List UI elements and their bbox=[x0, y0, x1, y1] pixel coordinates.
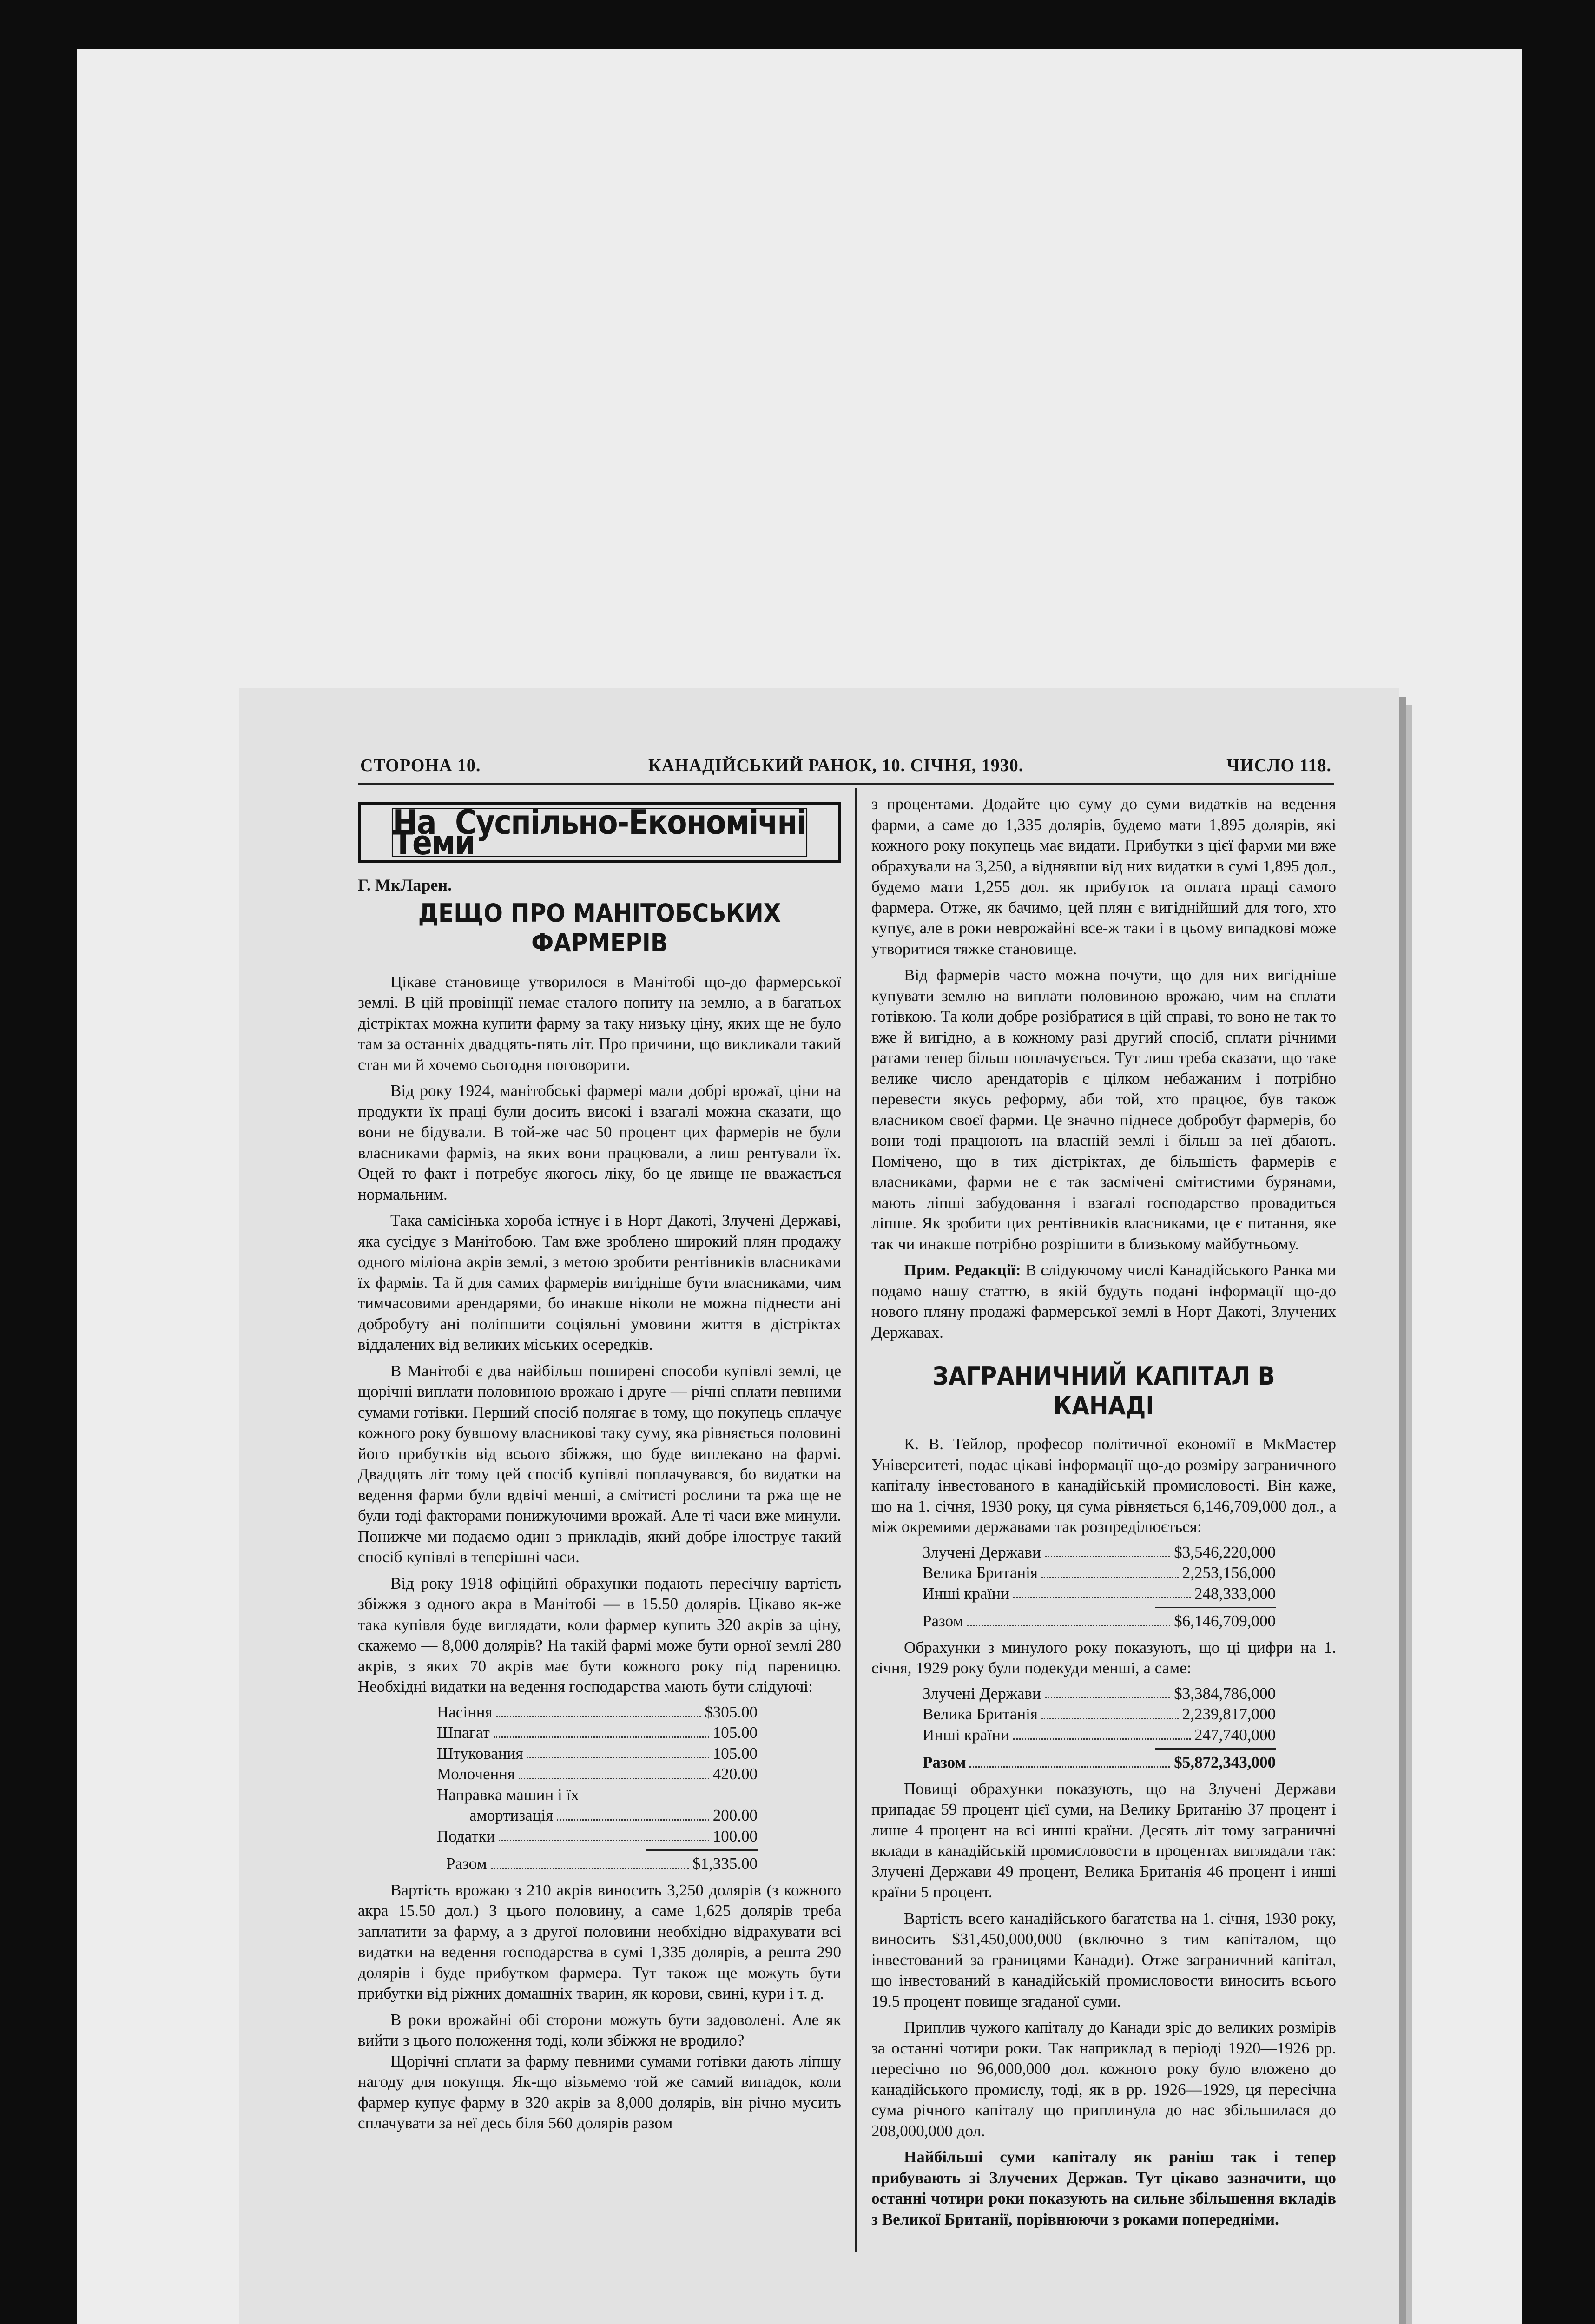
paragraph: Від року 1918 офіційні обрахунки подають пересічну вартість збіжжя з одного акра в Манітобі — в 15.50 долярів. Цікаво як-же така купівля буде виглядати, коли фармер купить 320 акрів за ціну, скажемо — 8,000 долярів? На такій фармі може бути орної землі 280 акрів, з яких 70 акрів має бути кожного року під пареницю. Необхідні видатки на ведення господарства мають бути слідуючі: bbox=[358, 1574, 841, 1696]
table-row bbox=[437, 1805, 758, 1826]
table-row bbox=[923, 1584, 1276, 1604]
country-name: Велика Британія bbox=[923, 1564, 1038, 1582]
capital-table-1930 bbox=[923, 1542, 1276, 1632]
article-title: ЗАГРАНИЧНИЙ КАПІТАЛ В КАНАДІ bbox=[932, 1361, 1275, 1420]
header-rule bbox=[358, 783, 1334, 785]
newspaper-page bbox=[239, 688, 1399, 2324]
total-amount: $6,146,709,000 bbox=[1174, 1612, 1276, 1630]
section-banner bbox=[358, 802, 841, 863]
expense-item: Молочення bbox=[437, 1765, 515, 1783]
country-name: Иншi краïни bbox=[923, 1584, 1009, 1603]
total-amount: $5,872,343,000 bbox=[1174, 1753, 1276, 1771]
expense-item: амортизація bbox=[469, 1806, 554, 1824]
left-column bbox=[358, 794, 841, 2134]
table-row bbox=[437, 1743, 758, 1764]
paragraph: В Манітобі є два найбільш поширені способи купівлі землі, це щорічні виплати половиною врожаю і друге — річні сплати певними сумами готівки. Перший спосіб полягає в тому, що покупець сплачує кожного року бувшому власникові таку суму, яка рівняється половині його прибутків від всього збіжжя, що буде виплекано на фармі. Двадцять літ тому цей спосіб купівлі поплачувався, бо видатки на ведення фарми були вдвічі менші, а смітисті рослини та ржа ще не були тоді факторами понижуючими врожай. Але ті часи вже минули. Понижче ми подаємо один з прикладів, який добре ілюструє такий спосіб купівлі в теперішні часи. bbox=[358, 1361, 841, 1566]
article-byline: Г. МкЛарен. bbox=[358, 876, 452, 894]
country-name: Злучені Держави bbox=[923, 1543, 1041, 1561]
paragraph: Приплив чужого капіталу до Канади зріс до великих розмірів за останні чотири роки. Так наприклад в періоді 1920—1926 рр. пересічно по 96,000,000 дол. кожного року було вложено до канадійського промислу, тоді, як в рр. 1926—1929, ця пересічна сума річного капіталу що приплинула до нас збільшилася до 208,000,000 дол. bbox=[871, 2018, 1336, 2140]
paragraph: Від фармерів часто можна почути, що для них вигідніше купувати землю на виплати половиною врожаю, чим на сплати готівкою. Та коли добре розібратися в цій справі, то воно не так то вже й вигідно, а в кожному разі другий спосіб, сплати річними ратами тепер більш поплачується. Тут лиш треба сказати, що таке велике число арендаторів є цілком небажаним і потрібно перевести якусь реформу, аби той, хто працює, був також власником своєї фарми. Це значно піднесе добробут фармерів, бо вони тоді працюють на власній землі і більш за неї дбають. Помічено, що в тих дістріктах, де більшість фармерів є власниками, фарми не є так засмічені смітистими бурянами, мають ліпші забудовання і взагалі господарство провадиться ліпше. Як зробити цих рентівників власниками, це є питання, яке так чи инакше потрібно розрішити в близькому майбутньому. bbox=[871, 966, 1336, 1253]
editor-note bbox=[871, 1260, 1336, 1343]
capital-amount: $3,546,220,000 bbox=[1174, 1543, 1276, 1561]
paragraph: Така самісінька хороба істнує і в Норт Дакоті, Злучені Державі, яка сусідує з Манітобою. Там вже зроблено широкий плян продажу одного міліона акрів землі, з метою зробити рентівників власниками їх фармів. Та й для самих фармерів вигідніше бути власниками, чим тимчасовими арендарями, бо инакше ніколи не можна піднести ані добробуту ані поліпшити соціяльні умовини життя в дістріктах віддалених від великих міських осередків. bbox=[358, 1211, 841, 1353]
expense-amount: 200.00 bbox=[712, 1806, 758, 1824]
expenses-table bbox=[437, 1702, 758, 1875]
total-amount: $1,335.00 bbox=[692, 1855, 758, 1873]
table-row bbox=[437, 1764, 758, 1785]
paragraph: Від року 1924, манітобські фармері мали добрі врожаї, ціни на продукти їх праці були досить високі і взагалі можна сказати, що вони не бідували. В той-же час 50 процент цих фармерів не були власниками фарміз, на яких вони працювали, а лиш рентували їх. Оцей то факт і потребує якогось ліку, бо це явище не вважається нормальним. bbox=[358, 1082, 841, 1203]
table-row bbox=[923, 1563, 1276, 1584]
total-label: Разом bbox=[923, 1612, 963, 1630]
expense-amount: 105.00 bbox=[712, 1723, 758, 1742]
country-name: Злучені Держави bbox=[923, 1684, 1041, 1703]
paragraph: Повищі обрахунки показують, що на Злучені Держави припадає 59 процент цієї суми, на Велику Британію 37 процент і лише 4 процент на всі инші краïни. Десять літ тому заграничні вклади в канадійській промисловости в процентах виглядали так: Злучені Держави 49 процент, Велика Британія 46 процент і инші краïни 5 процент. bbox=[871, 1779, 1336, 1901]
expense-item: Насіння bbox=[437, 1703, 493, 1721]
section-banner-title: На Суспільно-Економічні Теми bbox=[392, 808, 807, 857]
expense-item: Штукования bbox=[437, 1744, 523, 1763]
expense-item: Податки bbox=[437, 1827, 495, 1845]
expense-amount: 420.00 bbox=[712, 1765, 758, 1783]
paragraph: Вартість всего канадійського багатства на 1. січня, 1930 року, виносить $31,450,000,000 (включно з тим капіталом, що інвестований за границями Канади). Отже заграничний капітал, що інвестований в канадійській промисловости виносить всього 19.5 процент повище згаданої суми. bbox=[871, 1909, 1336, 2010]
total-label: Разом bbox=[923, 1753, 966, 1771]
paragraph: В роки врожайні обі сторони можуть бути задоволені. Але як вийти з цього положення тоді, коли збіжжя не вродило? bbox=[358, 2010, 841, 2049]
expense-amount: 100.00 bbox=[712, 1827, 758, 1845]
table-row bbox=[437, 1702, 758, 1723]
table-row bbox=[923, 1542, 1276, 1563]
table-row bbox=[923, 1684, 1276, 1704]
capital-amount: 2,239,817,000 bbox=[1182, 1705, 1276, 1723]
capital-amount: $3,384,786,000 bbox=[1174, 1684, 1276, 1703]
editor-note-label: Прим. Редакції: bbox=[904, 1261, 1021, 1279]
country-name: Иншi краïни bbox=[923, 1725, 1009, 1744]
total-label: Разом bbox=[446, 1855, 487, 1873]
table-row bbox=[923, 1704, 1276, 1725]
table-total-row bbox=[923, 1611, 1276, 1632]
paragraph: Щорічні сплати за фарму певними сумами готівки дають ліпшу нагоду для покупця. Як-що візьмемо той же самий випадок, коли фармер купує фарму в 320 акрів за 8,000 долярів, він річно мусить сплачувати за неї десь біля 560 долярів разом bbox=[358, 2052, 841, 2132]
capital-amount: 2,253,156,000 bbox=[1182, 1564, 1276, 1582]
table-rule bbox=[1155, 1748, 1276, 1750]
editor-note-text: В слідуючому числі Канадійського Ранка ми подамо нашу статтю, в якій будуть подані інформації що-до нового пляну продажі фармерської землі в Норт Дакоті, Злучених Державах. bbox=[871, 1261, 1336, 1341]
expense-amount: $305.00 bbox=[705, 1703, 758, 1721]
expense-amount: 105.00 bbox=[712, 1744, 758, 1763]
capital-amount: 248,333,000 bbox=[1194, 1584, 1276, 1603]
table-row bbox=[923, 1725, 1276, 1746]
capital-amount: 247,740,000 bbox=[1194, 1725, 1276, 1744]
table-rule bbox=[646, 1849, 758, 1851]
column-divider bbox=[855, 788, 857, 2252]
table-total-row bbox=[923, 1752, 1276, 1773]
capital-table-1929 bbox=[923, 1684, 1276, 1773]
table-row bbox=[437, 1785, 758, 1806]
table-row bbox=[437, 1826, 758, 1847]
issue-number: ЧИСЛО 118. bbox=[1226, 756, 1331, 775]
page-header bbox=[360, 755, 1331, 781]
masthead: КАНАДІЙСЬКИЙ РАНОК, 10. СІЧНЯ, 1930. bbox=[648, 756, 1024, 775]
paragraph: Обрахунки з минулого року показують, що ці цифри на 1. січня, 1929 року були подекуди менші, а саме: bbox=[871, 1638, 1336, 1677]
right-column bbox=[871, 794, 1336, 2230]
expense-item: Направка машин і їх bbox=[437, 1785, 579, 1804]
paragraph: з процентами. Додайте цю суму до суми видатків на ведення фарми, а саме до 1,335 долярів, будемо мати 1,895 долярів, які кожного року покупець має видати. Прибутки з цієї фарми ми вже обрахували на 3,250, а віднявши від них видатки в сумі 1,895 дол., будемо мати 1,255 дол. як прибуток та оплата праці самого фармера. Отже, як бачимо, цей плян є вигіднійший для того, хто купує, але в роки неврожайні все-ж таки і в цьому випадкові може утворитися тяжке становище. bbox=[871, 795, 1336, 958]
country-name: Велика Британія bbox=[923, 1705, 1038, 1723]
paragraph: Найбільші суми капіталу як раніш так і тепер прибувають зі Злучених Держав. Тут цікаво зазначити, що останні чотири роки показують на сильне збільшення вкладів з Великої Британії, порівнюючи з роками попередніми. bbox=[871, 2148, 1336, 2228]
paragraph: К. В. Тейлор, професор політичної економії в МкМастер Університеті, подає цікаві інформації що-до розміру заграничного капіталу інвестованого в канадійській промисловості. Він каже, що на 1. січня, 1930 року, ця сума рівняється 6,146,709,000 дол., а між окремими державами так розпреділюється: bbox=[871, 1435, 1336, 1536]
page-number: СТОРОНА 10. bbox=[360, 756, 481, 775]
table-rule bbox=[1155, 1607, 1276, 1608]
expense-item: Шпагат bbox=[437, 1723, 490, 1742]
article-title: ДЕЩО ПРО МАНІТОБСЬКИХ ФАРМЕРІВ bbox=[418, 898, 781, 957]
paragraph: Цікаве становище утворилося в Манітобі що-до фармерської землі. В цій провінції немає сталого попиту на землю, а в багатьох дістріктах можна купити фарму за таку низьку ціну, яких ще не було там за останніх двадцять-пять літ. Про причини, що викликали такий стан ми й хочемо сьогодня поговорити. bbox=[358, 972, 841, 1074]
paragraph: Вартість врожаю з 210 акрів виносить 3,250 долярів (з кожного акра 15.50 дол.) З цього половину, а саме 1,625 долярів треба заплатити за фарму, а з другої половини необхідно відрахувати всі видатки на ведення господарства в сумі 1,335 долярів, а решта 290 долярів і буде прибутком фармера. Тут також ще можуть бути прибутки від ріжних домашніх тварин, як корови, свині, кури і т. д. bbox=[358, 1881, 841, 2002]
table-total-row bbox=[437, 1854, 758, 1875]
table-row bbox=[437, 1723, 758, 1743]
